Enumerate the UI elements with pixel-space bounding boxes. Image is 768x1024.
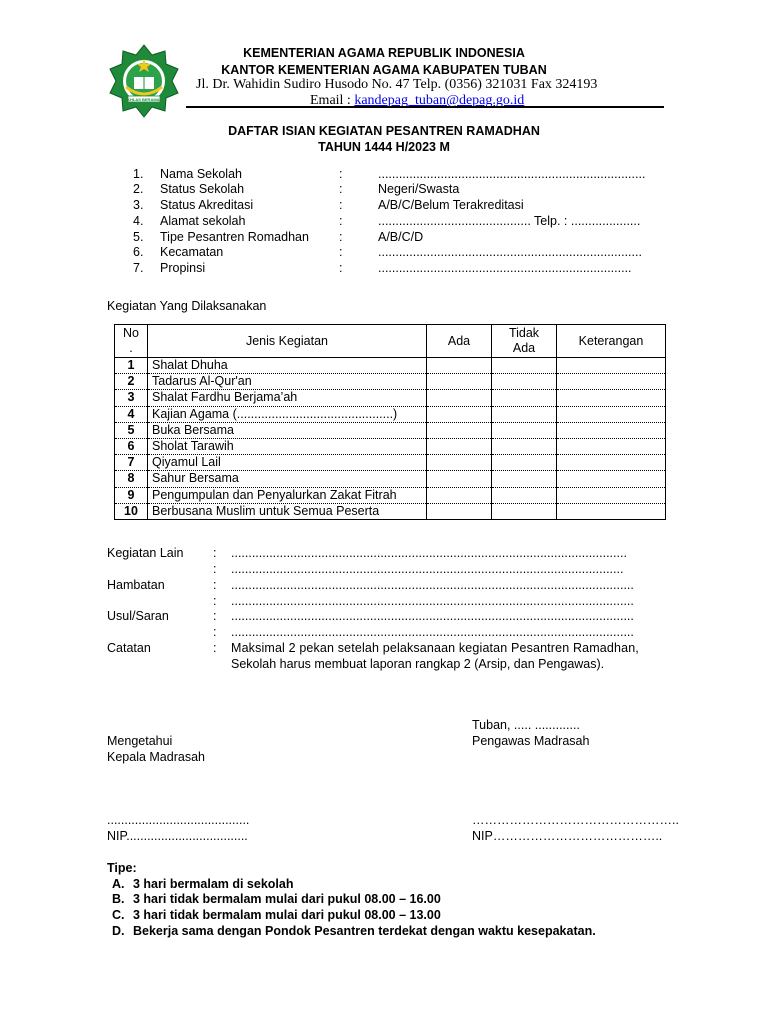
colon: : — [213, 578, 217, 592]
field-value: Negeri/Swasta — [378, 182, 460, 196]
row-jenis: Pengumpulan dan Penyalurkan Zakat Fitrah — [148, 487, 427, 503]
tipe-text: 3 hari tidak bermalam mulai dari pukul 08.00 – 13.00 — [133, 908, 441, 922]
row-tidak-cell[interactable] — [492, 503, 557, 519]
form-title: DAFTAR ISIAN KEGIATAN PESANTREN RAMADHAN — [228, 124, 540, 138]
field-colon: : — [339, 182, 343, 196]
row-ada-cell[interactable] — [427, 487, 492, 503]
field-value: ............................................ Telp. : .................... — [378, 214, 641, 228]
signature-line-left: ......................................... — [107, 813, 250, 827]
row-ada-cell[interactable] — [427, 438, 492, 454]
row-jenis: Buka Bersama — [148, 422, 427, 438]
table-row — [115, 487, 666, 503]
field-colon: : — [339, 167, 343, 181]
row-no: 10 — [115, 503, 148, 519]
row-no: 2 — [115, 374, 148, 390]
field-value: ............................................................................. — [378, 167, 646, 181]
ministry-name: KEMENTERIAN AGAMA REPUBLIK INDONESIA — [243, 46, 525, 60]
row-keterangan-cell[interactable] — [557, 438, 666, 454]
row-tidak-cell[interactable] — [492, 455, 557, 471]
usul-saran-label: Usul/Saran — [107, 609, 169, 623]
colon: : — [213, 594, 217, 608]
field-label: Tipe Pesantren Romadhan — [160, 230, 309, 244]
kegiatan-lain-line-1: .................................................................................................................. — [231, 546, 627, 560]
row-keterangan-cell[interactable] — [557, 406, 666, 422]
catatan-line-2: Sekolah harus membuat laporan rangkap 2 (Arsip, dan Pengawas). — [231, 657, 605, 671]
row-ada-cell[interactable] — [427, 471, 492, 487]
colon: : — [213, 562, 217, 576]
row-tidak-cell[interactable] — [492, 374, 557, 390]
tipe-text: 3 hari tidak bermalam mulai dari pukul 08.00 – 16.00 — [133, 892, 441, 906]
field-num: 6. — [133, 245, 144, 259]
pengawas-label: Pengawas Madrasah — [472, 734, 590, 748]
table-row — [115, 471, 666, 487]
field-value: ............................................................................ — [378, 245, 642, 259]
field-value: A/B/C/Belum Terakreditasi — [378, 198, 524, 212]
table-row — [115, 390, 666, 406]
row-no: 9 — [115, 487, 148, 503]
field-colon: : — [339, 261, 343, 275]
row-keterangan-cell[interactable] — [557, 503, 666, 519]
row-ada-cell[interactable] — [427, 358, 492, 374]
row-no: 6 — [115, 438, 148, 454]
colon: : — [213, 625, 217, 639]
header-rule — [186, 106, 664, 108]
field-colon: : — [339, 198, 343, 212]
nip-right: NIP………………………………….. — [472, 829, 663, 843]
tipe-text: 3 hari bermalam di sekolah — [133, 877, 294, 891]
row-tidak-cell[interactable] — [492, 438, 557, 454]
field-label: Nama Sekolah — [160, 167, 242, 181]
row-tidak-cell[interactable] — [492, 390, 557, 406]
row-no: 8 — [115, 471, 148, 487]
table-row — [115, 422, 666, 438]
field-colon: : — [339, 214, 343, 228]
kepala-label: Kepala Madrasah — [107, 750, 205, 764]
form-year: TAHUN 1444 H/2023 M — [318, 140, 450, 154]
row-ada-cell[interactable] — [427, 390, 492, 406]
field-label: Status Sekolah — [160, 182, 245, 196]
row-no: 5 — [115, 422, 148, 438]
table-row — [115, 374, 666, 390]
tipe-heading: Tipe: — [107, 861, 137, 875]
tipe-letter: B. — [112, 892, 125, 906]
row-tidak-cell[interactable] — [492, 487, 557, 503]
field-value: A/B/C/D — [378, 230, 424, 244]
row-keterangan-cell[interactable] — [557, 422, 666, 438]
header-ada: Ada — [427, 325, 492, 358]
row-jenis: Tadarus Al-Qur'an — [148, 374, 427, 390]
row-tidak-cell[interactable] — [492, 422, 557, 438]
field-num: 7. — [133, 261, 144, 275]
hambatan-label: Hambatan — [107, 578, 165, 592]
row-no: 7 — [115, 455, 148, 471]
activities-table — [114, 324, 666, 520]
field-label: Kecamatan — [160, 245, 224, 259]
header-jenis: Jenis Kegiatan — [148, 325, 427, 358]
catatan-label: Catatan — [107, 641, 151, 655]
colon: : — [213, 609, 217, 623]
usul-saran-line-1: .................................................................................................................... — [231, 609, 634, 623]
tipe-letter: C. — [112, 908, 125, 922]
hambatan-line-2: .................................................................................................................... — [231, 594, 634, 608]
field-num: 5. — [133, 230, 144, 244]
row-no: 1 — [115, 358, 148, 374]
office-name: KANTOR KEMENTERIAN AGAMA KABUPATEN TUBAN — [221, 63, 547, 77]
row-ada-cell[interactable] — [427, 374, 492, 390]
row-keterangan-cell[interactable] — [557, 374, 666, 390]
row-ada-cell[interactable] — [427, 422, 492, 438]
row-keterangan-cell[interactable] — [557, 487, 666, 503]
mengetahui-label: Mengetahui — [107, 734, 173, 748]
office-address: Jl. Dr. Wahidin Sudiro Husodo No. 47 Telp. (0356) 321031 Fax 324193 — [196, 77, 598, 92]
row-keterangan-cell[interactable] — [557, 455, 666, 471]
field-colon: : — [339, 245, 343, 259]
row-jenis: Berbusana Muslim untuk Semua Peserta — [148, 503, 427, 519]
row-jenis: Kajian Agama (.............................................) — [148, 406, 427, 422]
place-date: Tuban, ..... ............. — [472, 718, 580, 732]
row-tidak-cell[interactable] — [492, 406, 557, 422]
kegiatan-lain-line-2: ................................................................................................................. — [231, 562, 624, 576]
colon: : — [213, 546, 217, 560]
row-jenis: Qiyamul Lail — [148, 455, 427, 471]
field-label: Status Akreditasi — [160, 198, 254, 212]
field-num: 2. — [133, 182, 144, 196]
header-tidak-ada: Tidak Ada — [492, 325, 557, 358]
email-link[interactable]: kandepag_tuban@depag.go.id — [354, 93, 525, 108]
email-label: Email : — [310, 93, 355, 108]
tipe-letter: D. — [112, 924, 125, 938]
kegiatan-lain-label: Kegiatan Lain — [107, 546, 184, 560]
field-label: Propinsi — [160, 261, 206, 275]
field-num: 1. — [133, 167, 144, 181]
row-keterangan-cell[interactable] — [557, 471, 666, 487]
catatan-line-1: Maksimal 2 pekan setelah pelaksanaan kegiatan Pesantren Ramadhan, — [231, 641, 639, 655]
svg-text:IKHLAS BERAMAL: IKHLAS BERAMAL — [126, 96, 162, 102]
row-no: 4 — [115, 406, 148, 422]
table-header-row — [115, 325, 666, 358]
header-no: No . — [115, 325, 148, 358]
row-jenis: Shalat Dhuha — [148, 358, 427, 374]
row-keterangan-cell[interactable] — [557, 358, 666, 374]
field-label: Alamat sekolah — [160, 214, 246, 228]
table-row — [115, 438, 666, 454]
nip-left: NIP................................... — [107, 829, 248, 843]
row-keterangan-cell[interactable] — [557, 390, 666, 406]
row-tidak-cell[interactable] — [492, 358, 557, 374]
row-jenis: Sholat Tarawih — [148, 438, 427, 454]
row-jenis: Shalat Fardhu Berjama’ah — [148, 390, 427, 406]
tipe-letter: A. — [112, 877, 125, 891]
field-colon: : — [339, 230, 343, 244]
table-row — [115, 455, 666, 471]
usul-saran-line-2: .................................................................................................................... — [231, 625, 634, 639]
row-jenis: Sahur Bersama — [148, 471, 427, 487]
row-ada-cell[interactable] — [427, 503, 492, 519]
row-ada-cell[interactable] — [427, 406, 492, 422]
colon: : — [213, 641, 217, 655]
table-row — [115, 406, 666, 422]
row-no: 3 — [115, 390, 148, 406]
hambatan-line-1: .................................................................................................................... — [231, 578, 634, 592]
header-keterangan: Keterangan — [557, 325, 666, 358]
tipe-text: Bekerja sama dengan Pondok Pesantren terdekat dengan waktu kesepakatan. — [133, 924, 596, 938]
signature-line-right: ………………………………………….. — [472, 813, 679, 827]
table-row — [115, 358, 666, 374]
field-num: 4. — [133, 214, 144, 228]
row-tidak-cell[interactable] — [492, 471, 557, 487]
field-num: 3. — [133, 198, 144, 212]
row-ada-cell[interactable] — [427, 455, 492, 471]
activities-heading: Kegiatan Yang Dilaksanakan — [107, 299, 267, 313]
table-row — [115, 503, 666, 519]
field-value: ......................................................................... — [378, 261, 632, 275]
